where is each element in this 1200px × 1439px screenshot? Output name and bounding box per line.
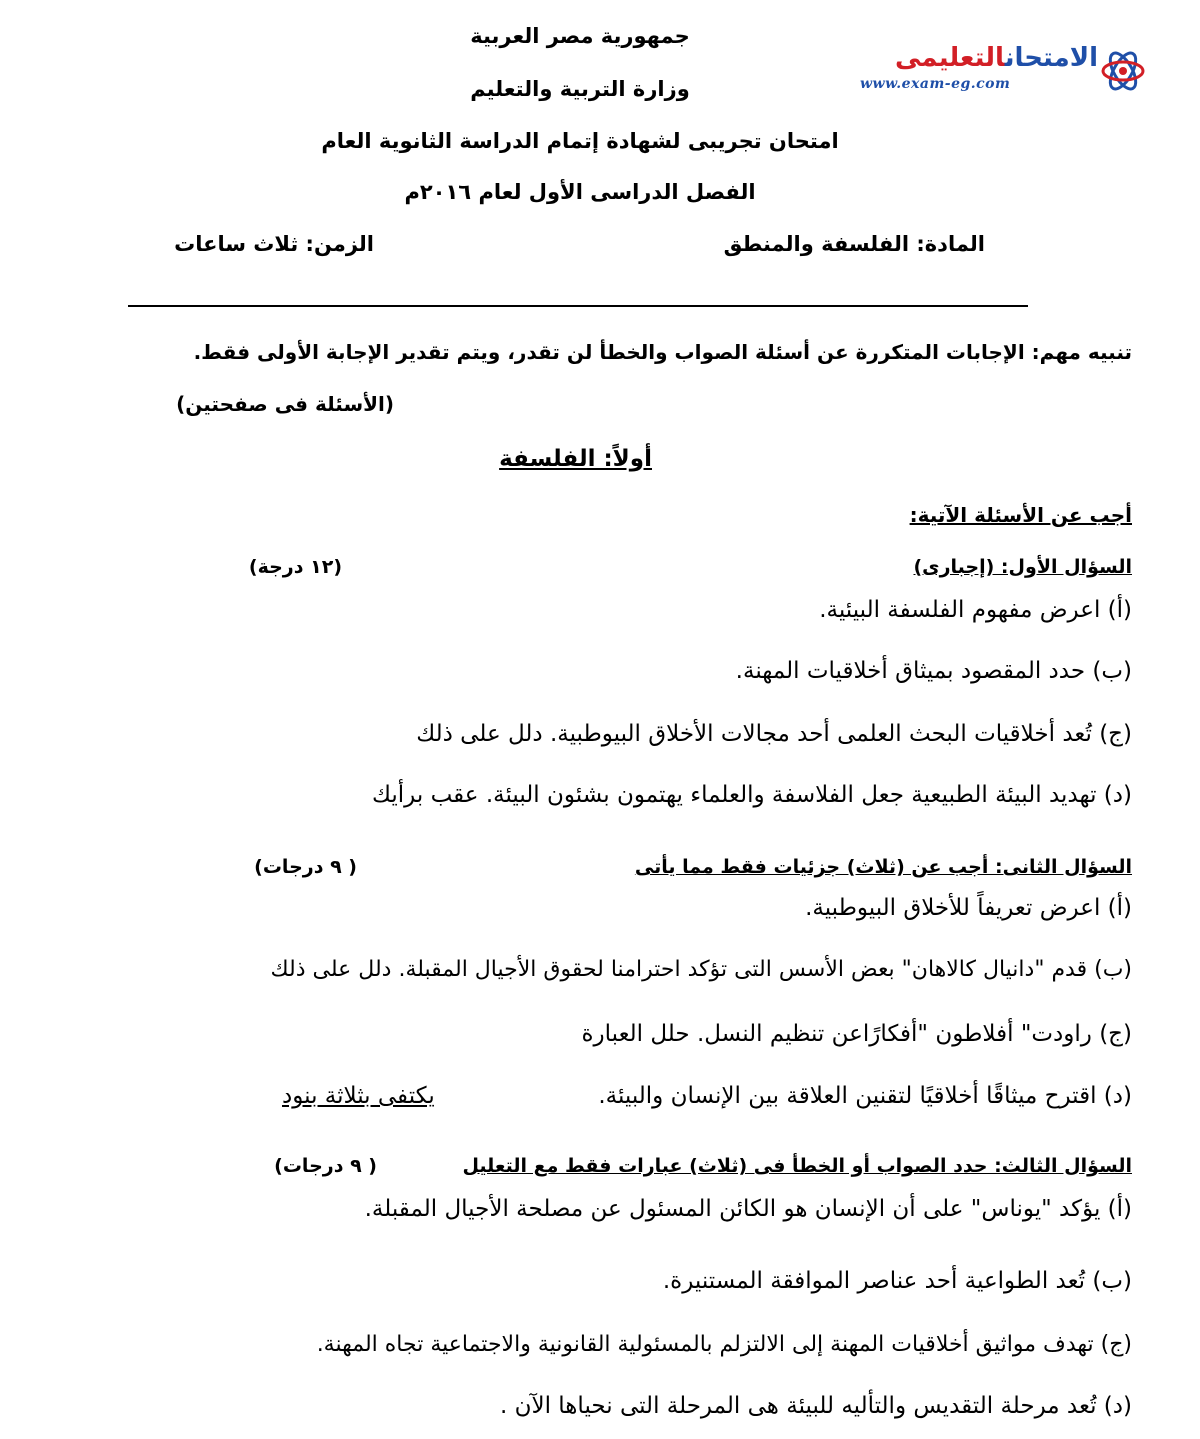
q1-title: السؤال الأول: (إجبارى) [913,556,1132,578]
q2-title: السؤال الثانى: أجب عن (ثلاث) جزئيات فقط مما يأتى [634,856,1132,878]
q3-item-a: (أ) يؤكد "يوناس" على أن الإنسان هو الكائن المسئول عن مصلحة الأجيال المقبلة. [364,1196,1132,1222]
subject-label: المادة: الفلسفة والمنطق [723,232,985,256]
header-divider [128,305,1028,307]
logo-word-1: الامتحان [1004,43,1098,73]
time-label: الزمن: ثلاث ساعات [174,232,374,256]
logo-url: www.exam-eg.com [860,76,1011,92]
q3-title: السؤال الثالث: حدد الصواب أو الخطأ فى (ثلاث) عبارات فقط مع التعليل [462,1155,1132,1177]
q2-item-b: (ب) قدم "دانيال كالاهان" بعض الأسس التى تؤكد احترامنا لحقوق الأجيال المقبلة. دلل على ذلك [270,957,1132,982]
q1-item-d: (د) تهديد البيئة الطبيعية جعل الفلاسفة والعلماء يهتمون بشئون البيئة. عقب برأيك [372,782,1132,808]
notice-line: تنبيه مهم: الإجابات المتكررة عن أسئلة الصواب والخطأ لن تقدر، ويتم تقدير الإجابة الأولى فقط. [193,340,1132,364]
instruction: أجب عن الأسئلة الآتية: [909,503,1132,527]
q3-marks: ( ٩ درجات) [274,1155,377,1177]
notice-pages: (الأسئلة فى صفحتين) [176,392,394,416]
q3-item-c: (ج) تهدف مواثيق أخلاقيات المهنة إلى الالتزلم بالمسئولية القانونية والاجتماعية تجاه المهنة. [316,1332,1132,1357]
ministry-title: وزارة التربية والتعليم [470,77,690,101]
q2-item-d-note: يكتفى بثلاثة بنود [282,1083,435,1109]
q1-marks: (١٢ درجة) [248,556,342,578]
exam-title: امتحان تجريبى لشهادة إتمام الدراسة الثانوية العام [321,129,839,153]
country-title: جمهورية مصر العربية [470,24,690,48]
section-title: أولاً: الفلسفة [499,446,652,472]
q1-item-a: (أ) اعرض مفهوم الفلسفة البيئية. [819,597,1132,623]
q1-item-c: (ج) تُعد أخلاقيات البحث العلمى أحد مجالات الأخلاق البيوطبية. دلل على ذلك [416,721,1132,747]
q2-item-d: (د) اقترح ميثاقًا أخلاقيًا لتقنين العلاقة بين الإنسان والبيئة. [598,1083,1132,1109]
term-title: الفصل الدراسى الأول لعام ٢٠١٦م [404,180,756,204]
q3-item-d: (د) تُعد مرحلة التقديس والتأليه للبيئة هى المرحلة التى نحياها الآن . [499,1393,1132,1419]
q3-item-b: (ب) تُعد الطواعية أحد عناصر الموافقة المستنيرة. [662,1268,1132,1294]
q2-marks: ( ٩ درجات) [254,856,357,878]
q1-item-b: (ب) حدد المقصود بميثاق أخلاقيات المهنة. [735,658,1132,684]
q2-item-a: (أ) اعرض تعريفاً للأخلاق البيوطبية. [805,895,1132,921]
logo-word-2: التعليمى [894,43,1005,73]
q2-item-c: (ج) راودت" أفلاطون "أفكارًاعن تنظيم النسل. حلل العبارة [581,1021,1132,1047]
